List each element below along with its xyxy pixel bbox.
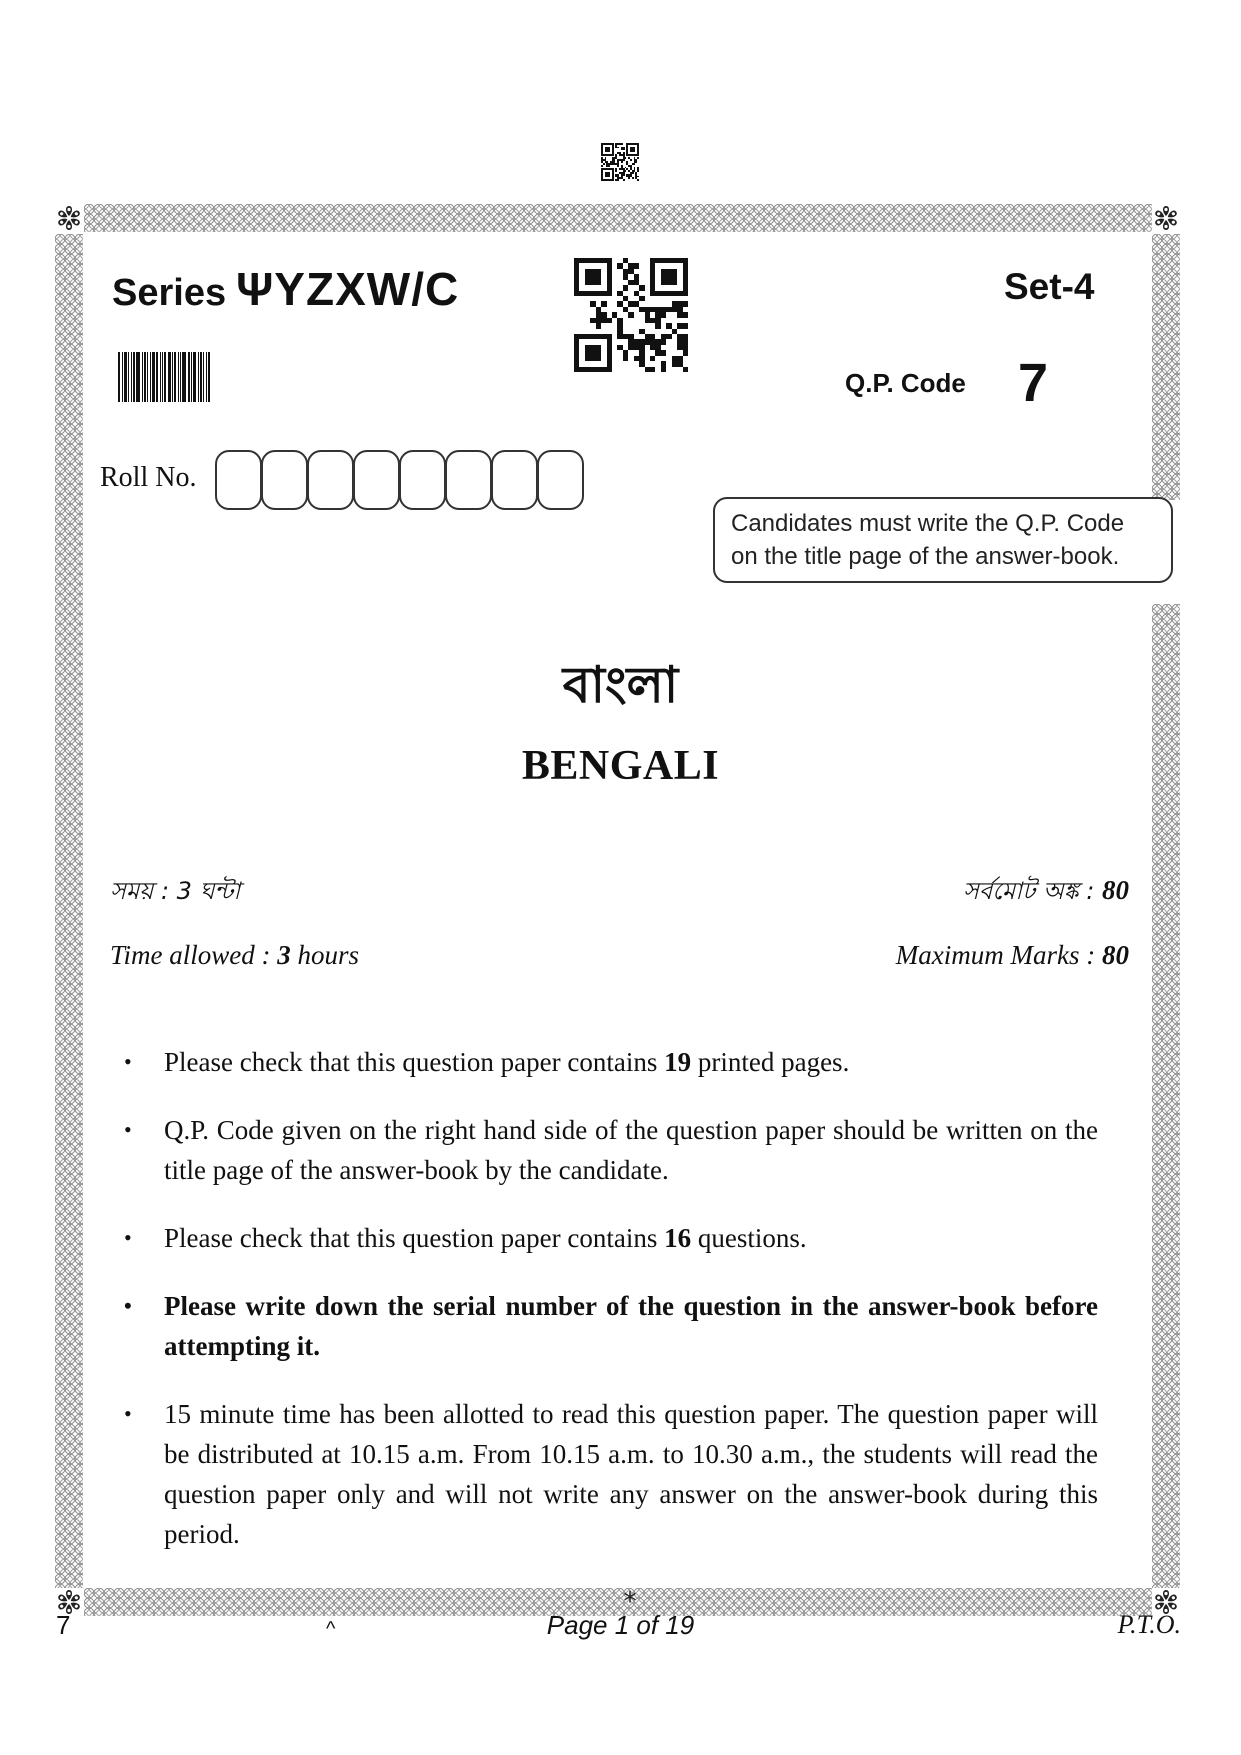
barcode-bar <box>174 352 176 402</box>
marks-bn-value: 80 <box>1102 875 1129 905</box>
instruction-emphasis: Please write down the serial number of the question in the answer-book before attempting it. <box>164 1291 1098 1361</box>
barcode-bar <box>150 352 151 402</box>
barcode-bar <box>147 352 148 402</box>
border-top <box>84 204 1152 232</box>
notice-line-1: Candidates must write the Q.P. Code <box>731 510 1125 537</box>
barcode-bar <box>198 352 199 402</box>
barcode-bar <box>156 352 158 402</box>
barcode-bar <box>160 352 161 402</box>
qr-code-icon <box>574 258 688 372</box>
instruction-item <box>118 1394 1098 1554</box>
subject-title-english: BENGALI <box>521 743 720 789</box>
notice-line-2: on the title page of the answer-book. <box>731 543 1120 570</box>
roll-no-box[interactable] <box>537 450 584 510</box>
series-code: ΨYZXW/C <box>236 263 460 315</box>
roll-no-box[interactable] <box>445 450 492 510</box>
barcode-bar <box>191 352 192 402</box>
barcode-bar <box>131 352 132 402</box>
barcode-bar <box>124 352 127 402</box>
instructions-list <box>118 1042 1098 1582</box>
barcode-bar <box>136 352 140 402</box>
roll-no-label: Roll No. <box>100 462 197 493</box>
page-number: Page 1 of 19 <box>546 1610 695 1640</box>
instruction-item <box>118 1286 1098 1366</box>
marks-en-label: Maximum Marks : <box>895 940 1102 970</box>
time-en-value: 3 <box>277 940 291 970</box>
barcode-icon <box>118 352 218 402</box>
barcode-bar <box>180 352 181 402</box>
qp-code-value: 7 <box>1018 353 1049 413</box>
flower-ornament-icon <box>1152 204 1180 232</box>
time-bn-value: 3 ঘন্টা <box>176 877 241 905</box>
barcode-bar <box>188 352 190 402</box>
barcode-bar <box>182 352 186 402</box>
subject-title-bengali: বাংলা <box>562 656 679 714</box>
barcode-bar <box>178 352 179 402</box>
barcode-bar <box>164 352 166 402</box>
barcode-bar <box>193 352 196 402</box>
roll-no-box[interactable] <box>261 450 308 510</box>
barcode-bar <box>162 352 163 402</box>
barcode-bar <box>208 352 210 402</box>
footer-qp-code: 7 <box>56 1610 71 1640</box>
barcode-bar <box>200 352 202 402</box>
barcode-bar <box>133 352 135 402</box>
bullet-icon: • <box>124 1117 132 1142</box>
asterisk-icon: * <box>623 1587 637 1617</box>
roll-no-box[interactable] <box>491 450 538 510</box>
time-bn-label: সময় : <box>110 877 177 905</box>
roll-no-box[interactable] <box>399 450 446 510</box>
barcode-bar <box>128 352 129 402</box>
bullet-icon: • <box>124 1049 132 1074</box>
barcode-bar <box>144 352 146 402</box>
roll-no-box[interactable] <box>353 450 400 510</box>
barcode-bar <box>168 352 171 402</box>
series-heading <box>112 262 459 316</box>
instruction-text: 15 minute time has been allotted to read this question paper. The question paper will be distributed at 10.15 a.m. From 10.15 a.m. to 10.30 a.m., the students will read the question paper only and will not write any answer on the answer-book during this period. <box>164 1399 1098 1549</box>
instruction-text: Please check that this question paper contains <box>164 1047 665 1077</box>
barcode-bar <box>172 352 173 402</box>
instruction-emphasis: 19 <box>664 1047 692 1077</box>
time-allowed-bengali <box>110 873 240 913</box>
barcode-bar <box>118 352 120 402</box>
instruction-text: printed pages. <box>691 1047 850 1077</box>
time-en-label: Time allowed : <box>110 940 278 970</box>
instruction-text: questions. <box>691 1223 807 1253</box>
instruction-item <box>118 1110 1098 1190</box>
pto-label: P.T.O. <box>1117 1610 1181 1639</box>
border-right <box>1152 234 1180 1588</box>
series-label: Series <box>112 272 227 314</box>
max-marks-bengali <box>963 873 1129 913</box>
qr-code-icon <box>601 143 639 181</box>
roll-no-box[interactable] <box>215 450 262 510</box>
instruction-text: Q.P. Code given on the right hand side of the question paper should be written on the title page of the answer-book by the candidate. <box>164 1115 1098 1185</box>
bullet-icon: • <box>124 1225 132 1250</box>
bullet-icon: • <box>124 1401 132 1426</box>
bullet-icon: • <box>124 1293 132 1318</box>
marks-bn-label: সর্বমোট অঙ্ক : <box>963 877 1102 905</box>
instruction-item <box>118 1218 1098 1258</box>
barcode-bar <box>122 352 123 402</box>
barcode-bar <box>152 352 155 402</box>
max-marks-english <box>896 940 1129 971</box>
instruction-text: Please check that this question paper contains <box>164 1223 665 1253</box>
barcode-bar <box>203 352 204 402</box>
qp-code-label: Q.P. Code <box>845 368 966 398</box>
roll-no-box[interactable] <box>307 450 354 510</box>
instruction-emphasis: 16 <box>664 1223 692 1253</box>
set-label: Set-4 <box>1004 266 1095 307</box>
roll-no-boxes <box>215 450 583 510</box>
instruction-item <box>118 1042 1098 1082</box>
marks-en-value: 80 <box>1102 940 1129 970</box>
qp-code-notice <box>713 497 1173 583</box>
barcode-bar <box>206 352 207 402</box>
flower-ornament-icon <box>55 204 83 232</box>
time-allowed-english <box>110 940 359 971</box>
caret-mark: ^ <box>326 1618 336 1640</box>
border-left <box>55 234 83 1588</box>
time-en-unit: hours <box>290 940 360 970</box>
barcode-bar <box>142 352 143 402</box>
